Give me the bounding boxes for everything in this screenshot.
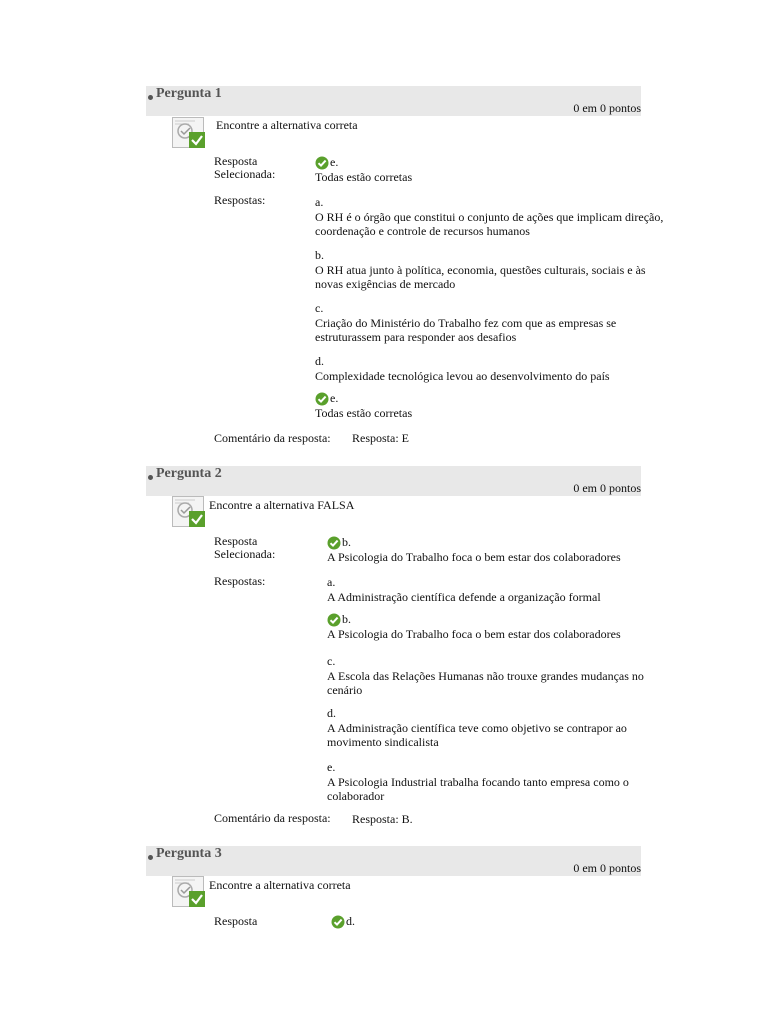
comment-label: Comentário da resposta: — [214, 811, 331, 825]
graded-correct-icon — [172, 496, 206, 528]
bullet-icon — [148, 95, 153, 100]
selected-answer: d. — [331, 914, 355, 929]
question-points: 0 em 0 pontos — [573, 861, 641, 875]
answer-option: e. A Psicologia Industrial trabalha focando tanto empresa como o colaborador — [327, 760, 629, 803]
answer-option: c. Criação do Ministério do Trabalho fez com que as empresas se estruturassem para responder aos desafios — [315, 301, 617, 344]
answers-label: Respostas: — [214, 574, 266, 588]
answers-label: Respostas: — [214, 193, 266, 207]
bullet-icon — [148, 855, 153, 860]
answer-option: b. O RH atua junto à política, economia, questões culturais, sociais e às novas exigências de mercado — [315, 248, 646, 291]
answer-option: d. A Administração científica teve como objetivo se contrapor ao movimento sindicalista — [327, 706, 627, 749]
graded-correct-icon — [172, 117, 206, 149]
answer-option: c. A Escola das Relações Humanas não trouxe grandes mudanças no cenário — [327, 654, 644, 697]
correct-check-icon — [327, 613, 341, 627]
bullet-icon — [148, 475, 153, 480]
correct-check-icon — [327, 536, 341, 550]
comment-text: Resposta: E — [352, 431, 409, 445]
correct-check-icon — [315, 156, 329, 170]
question-title: Pergunta 1 — [156, 86, 222, 101]
question-prompt: Encontre a alternativa FALSA — [209, 498, 355, 512]
selected-answer-label: Resposta Selecionada: — [214, 534, 276, 561]
question-header — [146, 846, 641, 876]
selected-answer-label: Resposta Selecionada: — [214, 154, 276, 181]
answer-option: a. A Administração científica defende a organização formal — [327, 575, 601, 604]
correct-check-icon — [331, 915, 345, 929]
question-title: Pergunta 3 — [156, 846, 222, 861]
question-title: Pergunta 2 — [156, 466, 222, 481]
answer-option: a. O RH é o órgão que constitui o conjunto de ações que implicam direção, coordenação e controle de recursos humanos — [315, 195, 664, 238]
question-header — [146, 86, 641, 116]
answer-option: d. Complexidade tecnológica levou ao desenvolvimento do país — [315, 354, 610, 383]
question-prompt: Encontre a alternativa correta — [216, 118, 358, 132]
selected-answer-label: Resposta — [214, 914, 258, 928]
answer-option-correct: b. A Psicologia do Trabalho foca o bem estar dos colaboradores — [327, 612, 621, 642]
graded-correct-icon — [172, 876, 206, 908]
question-points: 0 em 0 pontos — [573, 101, 641, 115]
question-points: 0 em 0 pontos — [573, 481, 641, 495]
selected-answer: e. Todas estão corretas — [315, 155, 413, 185]
comment-label: Comentário da resposta: — [214, 431, 331, 445]
question-header — [146, 466, 641, 496]
selected-answer: b. A Psicologia do Trabalho foca o bem estar dos colaboradores — [327, 535, 621, 565]
question-prompt: Encontre a alternativa correta — [209, 878, 351, 892]
correct-check-icon — [315, 392, 329, 406]
comment-text: Resposta: B. — [352, 812, 413, 826]
answer-option-correct: e. Todas estão corretas — [315, 391, 413, 421]
